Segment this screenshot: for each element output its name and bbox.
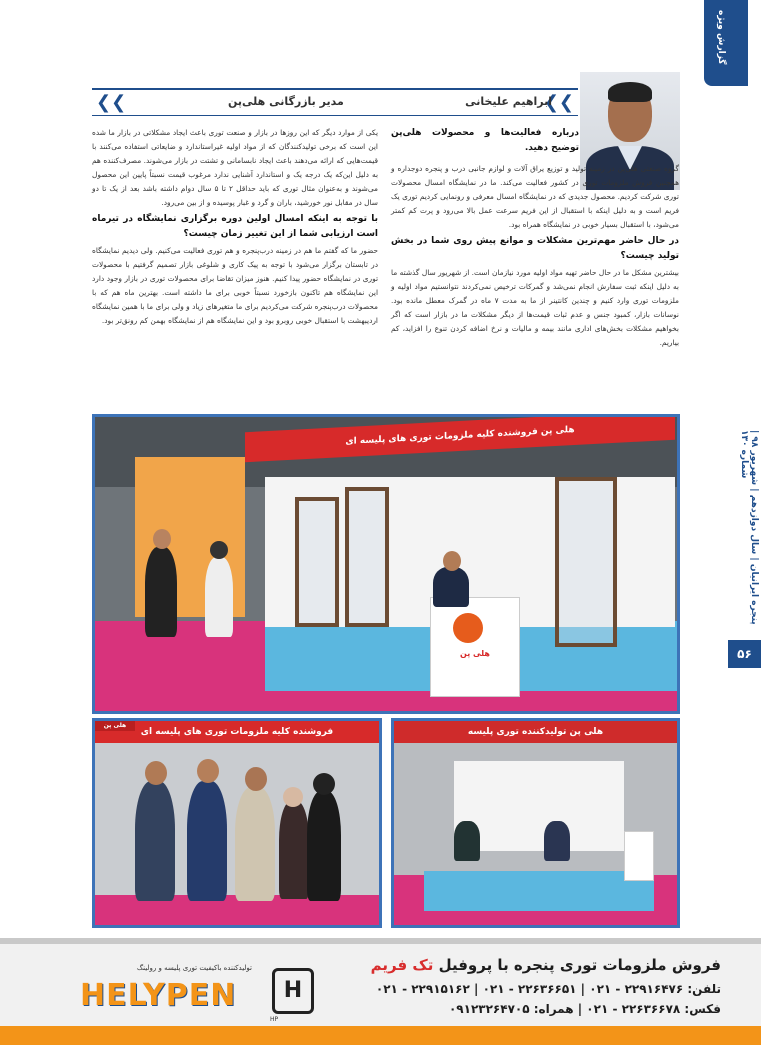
magazine-issue-label: پنجره ایرانیان | سال دوازدهم | شهریور ۹۸ | شماره ۱۳۰ [739,430,759,625]
team-photo-corner-label: هلی پن [95,721,135,731]
meeting-photo-banner: هلی پن تولیدکننده توری پلیسه [394,721,677,743]
question-heading: در حال حاضر مهم‌ترین مشکلات و موانع پیش روی شما در بخش تولید چیست؟ [391,236,679,261]
exhibition-booth-photo [92,414,680,714]
chevron-icon: ❮❮ [543,92,574,113]
article-column-left [92,126,378,330]
section-tab [704,0,748,86]
interview-header [92,88,578,116]
page-number: ۵۶ [728,640,761,668]
hp-logo-sub: HP [270,1016,279,1023]
interviewee-role: مدیر بازرگانی هلی‌پن [228,95,344,108]
booth-sign: هلی پن [460,649,490,658]
hp-logo-icon: H [272,968,314,1014]
chevron-icon: ❮❮ [96,92,127,113]
ad-fax: فکس: ۲۲۶۳۶۶۷۸ - ۰۲۱ | همراه: ۰۹۱۲۳۲۶۴۷۰۵ [448,1002,721,1016]
answer-paragraph: حضور ما که گفتم ما هم در زمینه درب‌پنجره و هم توری فعالیت می‌کنیم. ولی دیدیم نمایشگاه در تابستان برگزار می‌شود با توجه به پیک کاری و شلوغی بازار تصمیم گرفتیم با محصولات توری در نمایشگاه حضور پیدا کنیم. هنوز میزان تقاضا برای محصولات توری در بازار وجود دارد این نمایشگاه هم تاکنون بازخورد نسبتاً خوبی برای ما داشته است. بهترین ماه هم که با محصولات درب‌پنجره شرکت می‌کردیم برای ما متغیرهای زیاد و ولی برای ما با همین نمایشگاه اردیبهشت با استقبال خوبی روبرو بود و این نمایشگاه هم از نمایشگاه بهمن کم رونق‌تر بود. [92,246,378,325]
answer-paragraph: یکی از موارد دیگر که این روزها در بازار و صنعت توری باعث ایجاد مشکلاتی در بازار ما شده این است که برخی تولیدکنندگان که از مواد اولیه غیراستاندارد و ضایعاتی استفاده می‌کنند با قیمت‌هایی که ارائه می‌دهند باعث ایجاد نابسامانی و تشتت در بازار می‌شوند. مصرف‌کننده هم به دلیل این‌که یک درجه یک و استاندارد آشنایی ندارد مرغوب قیمت نسبتاً پایین این محصول می‌شوند و به‌عنوان مثال توری که باید حداقل ۲ تا ۵ سال دوام داشته باشد بعد از یک تا دو سال در مقابل نور خورشید، باران و گرد و غبار پوسیده و از بین می‌رود. [92,128,378,207]
section-label: گزارش ویژه [716,10,726,65]
ad-phones: تلفن: ۲۲۹۱۶۴۷۶ - ۰۲۱ | ۲۲۶۳۶۶۵۱ - ۰۲۱ | ۲۲۹۱۵۱۶۲ - ۰۲۱ [375,982,721,996]
helypen-logo: HELYPEN [80,978,237,1013]
brand-tagline: تولیدکننده باکیفیت توری پلیسه و رولینگ [136,964,252,972]
ad-headline-text: فروش ملزومات توری پنجره با پروفیل [438,956,721,974]
team-photo-banner: فروشنده کلیه ملزومات توری های پلیسه ای [95,721,379,743]
magazine-issue [733,420,761,640]
advertisement-footer [0,938,761,1026]
booth-banner: هلی پن فروشنده کلیه ملزومات توری های پلیسه ای [245,414,675,462]
interviewee-name: ابراهیم علیخانی [465,95,552,108]
answer-paragraph: گروه صنعتی هلی‌پن در زمینه تولید و توزیع یراق آلات و لوازم جانبی درب و پنجره دوجداره و همچنین فروش ملزومات توری در کشور فعالیت می‌کند. ما در نمایشگاه امسال محصولات توری شرکت کردیم. محصول جدیدی که در نمایشگاه امسال معرفی و رونمایی کردیم توری یک فریم است و به دلیل اینکه با استقبال از این فریم سرعت عمل بالا می‌رود و پرت کم کمتر می‌شود، با استقبال بسیار خوبی در نمایشگاه همراه بود. [391,164,679,229]
answer-paragraph: بیشترین مشکل ما در حال حاضر تهیه مواد اولیه مورد نیاز‌مان است. از شهریور سال گذشته ما به دلیل اینکه ثبت سفارش انجام نمی‌شد و گمرکات ترخیص نمی‌کردند نتوانستیم مواد اولیه و ملزومات توری وارد کنیم و چندین کانتینر از ما به مدت ۷ ماه در گمرک معطل مانده بود. نوسانات بازار، کمبود جنس و عدم ثبات قیمت‌ها از دیگر مشکلات ما در بازار است که اگر بخواهیم مشکلات بخش‌های اداری مانند بیمه و مالیات و نرخ اضافه کردن تنوع را افزاید، کم بیاریم. [391,268,679,347]
ad-headline-brand: تک فریم [370,956,434,974]
ad-headline [371,956,721,974]
team-photo [92,718,382,928]
footer-accent-bar [0,1026,761,1045]
question-heading: درباره فعالیت‌ها و محصولات هلی‌پن توضیح دهید. [391,128,579,153]
booth-meeting-photo [391,718,680,928]
question-heading: با توجه به اینکه امسال اولین دوره برگزاری نمایشگاه در تیرماه است ارزیابی شما از این تغییر زمان چیست؟ [92,214,378,239]
article-column-right [391,126,679,352]
